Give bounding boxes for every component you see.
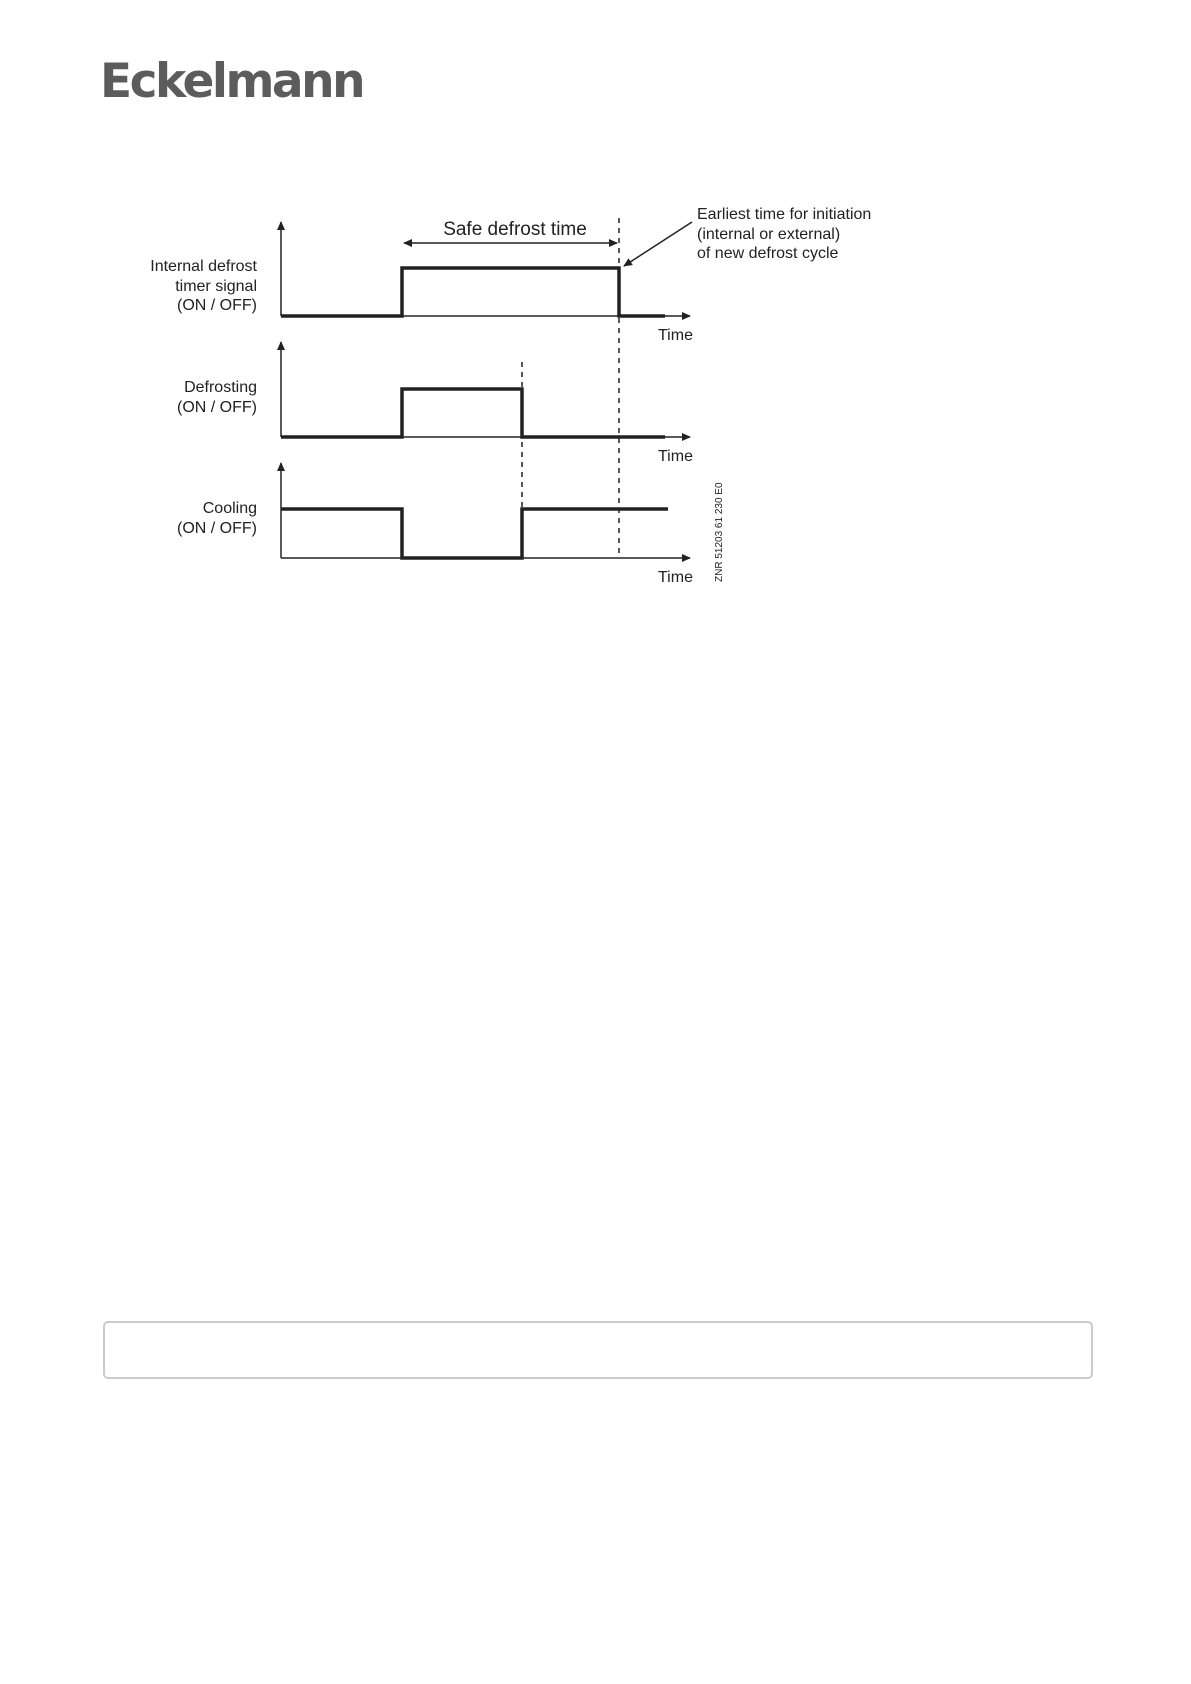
annotation-line: Earliest time for initiation — [697, 206, 872, 223]
track-timer-signal — [150, 222, 693, 344]
safe-defrost-label: Safe defrost time — [443, 219, 587, 240]
track-label-line: timer signal — [175, 278, 257, 295]
time-axis-label: Time — [658, 327, 693, 344]
track-label-line: Internal defrost — [150, 258, 257, 275]
track-label-line: (ON / OFF) — [177, 297, 257, 314]
track-defrosting — [177, 342, 693, 465]
track-label-line: (ON / OFF) — [177, 399, 257, 416]
track-label-line: (ON / OFF) — [177, 520, 257, 537]
drawing-code: ZNR 51203 61 230 E0 — [714, 482, 725, 582]
time-axis-label: Time — [658, 569, 693, 586]
track-cooling — [177, 463, 693, 586]
annotation-line: (internal or external) — [697, 226, 841, 243]
cooling-waveform — [281, 509, 668, 558]
track-label-line: Defrosting — [184, 379, 257, 396]
time-axis-label: Time — [658, 448, 693, 465]
defrosting-waveform — [281, 389, 665, 437]
eckelmann-logo: Eckelmann — [100, 54, 364, 109]
note-box — [103, 1321, 1093, 1379]
timer-signal-waveform — [281, 268, 665, 316]
annotation-line: of new defrost cycle — [697, 245, 839, 262]
annotation-pointer-arrow — [624, 222, 692, 266]
defrost-timing-diagram — [0, 0, 1191, 640]
track-label-line: Cooling — [202, 500, 257, 517]
